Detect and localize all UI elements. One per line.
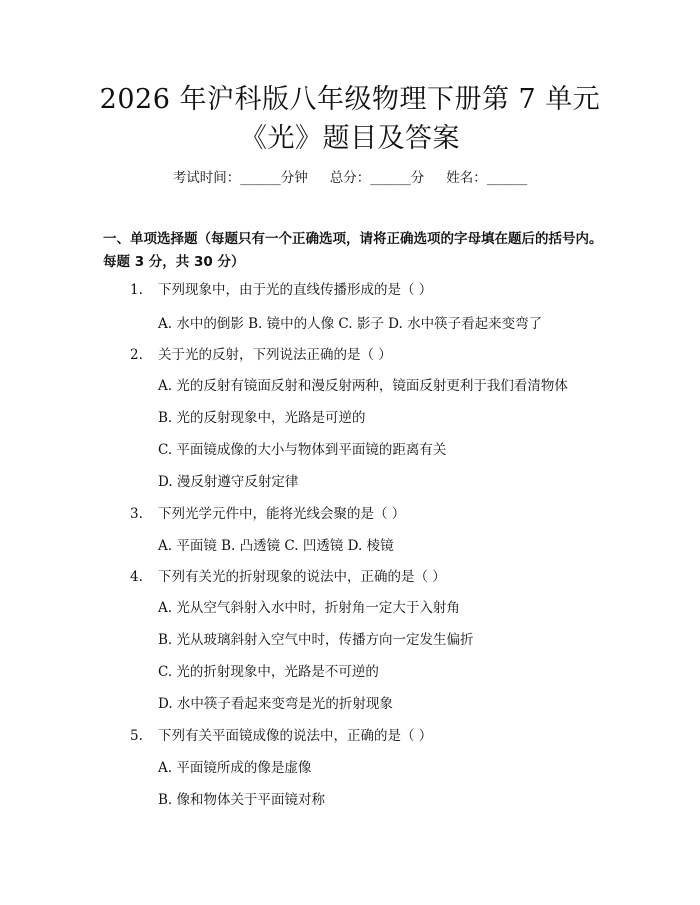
exam-time-field: 考试时间：______分钟 (172, 170, 308, 186)
page-title-line2: 《光》题目及答案 (240, 123, 460, 154)
question-number: 5. (130, 728, 143, 744)
question-number: 3. (130, 506, 143, 522)
question-number: 4. (130, 569, 143, 585)
page-title-line1: 2026 年沪科版八年级物理下册第 7 单元 (99, 84, 601, 115)
question-2-option-a: A. 光的反射有镜面反射和漫反射两种，镜面反射更利于我们看清物体 (158, 378, 568, 394)
question-text: 下列有关平面镜成像的说法中，正确的是（ ） (158, 728, 433, 744)
question-4-option-b: B. 光从玻璃斜射入空气中时，传播方向一定发生偏折 (158, 632, 474, 648)
student-name-field: 姓名：______ (446, 170, 528, 186)
question-text: 下列有关光的折射现象的说法中，正确的是（ ） (158, 569, 446, 585)
question-number: 2. (130, 347, 143, 363)
question-5-option-b: B. 像和物体关于平面镜对称 (158, 792, 326, 808)
question-2-option-d: D. 漫反射遵守反射定律 (158, 474, 299, 490)
question-3-options: A. 平面镜 B. 凸透镜 C. 凹透镜 D. 棱镜 (158, 538, 394, 554)
question-5-option-a: A. 平面镜所成的像是虚像 (158, 760, 312, 776)
question-text: 下列现象中，由于光的直线传播形成的是（ ） (158, 282, 433, 298)
section-heading: 一、单项选择题（每题只有一个正确选项，请将正确选项的字母填在题后的括号内。每题 3 分，共 30 分） (103, 231, 603, 270)
question-4-option-a: A. 光从空气斜射入水中时，折射角一定大于入射角 (158, 600, 460, 616)
question-2-option-c: C. 平面镜成像的大小与物体到平面镜的距离有关 (158, 442, 447, 458)
question-1-options: A. 水中的倒影 B. 镜中的人像 C. 影子 D. 水中筷子看起来变弯了 (158, 316, 543, 332)
question-text: 下列光学元件中，能将光线会聚的是（ ） (158, 506, 406, 522)
total-score-field: 总分：______分 (329, 170, 425, 186)
question-4-option-d: D. 水中筷子看起来变弯是光的折射现象 (158, 696, 393, 712)
exam-info-line (0, 168, 700, 188)
question-4-option-c: C. 光的折射现象中，光路是不可逆的 (158, 664, 379, 680)
question-2-option-b: B. 光的反射现象中，光路是可逆的 (158, 410, 366, 426)
question-number: 1. (130, 282, 143, 298)
question-text: 关于光的反射，下列说法正确的是（ ） (158, 347, 392, 363)
